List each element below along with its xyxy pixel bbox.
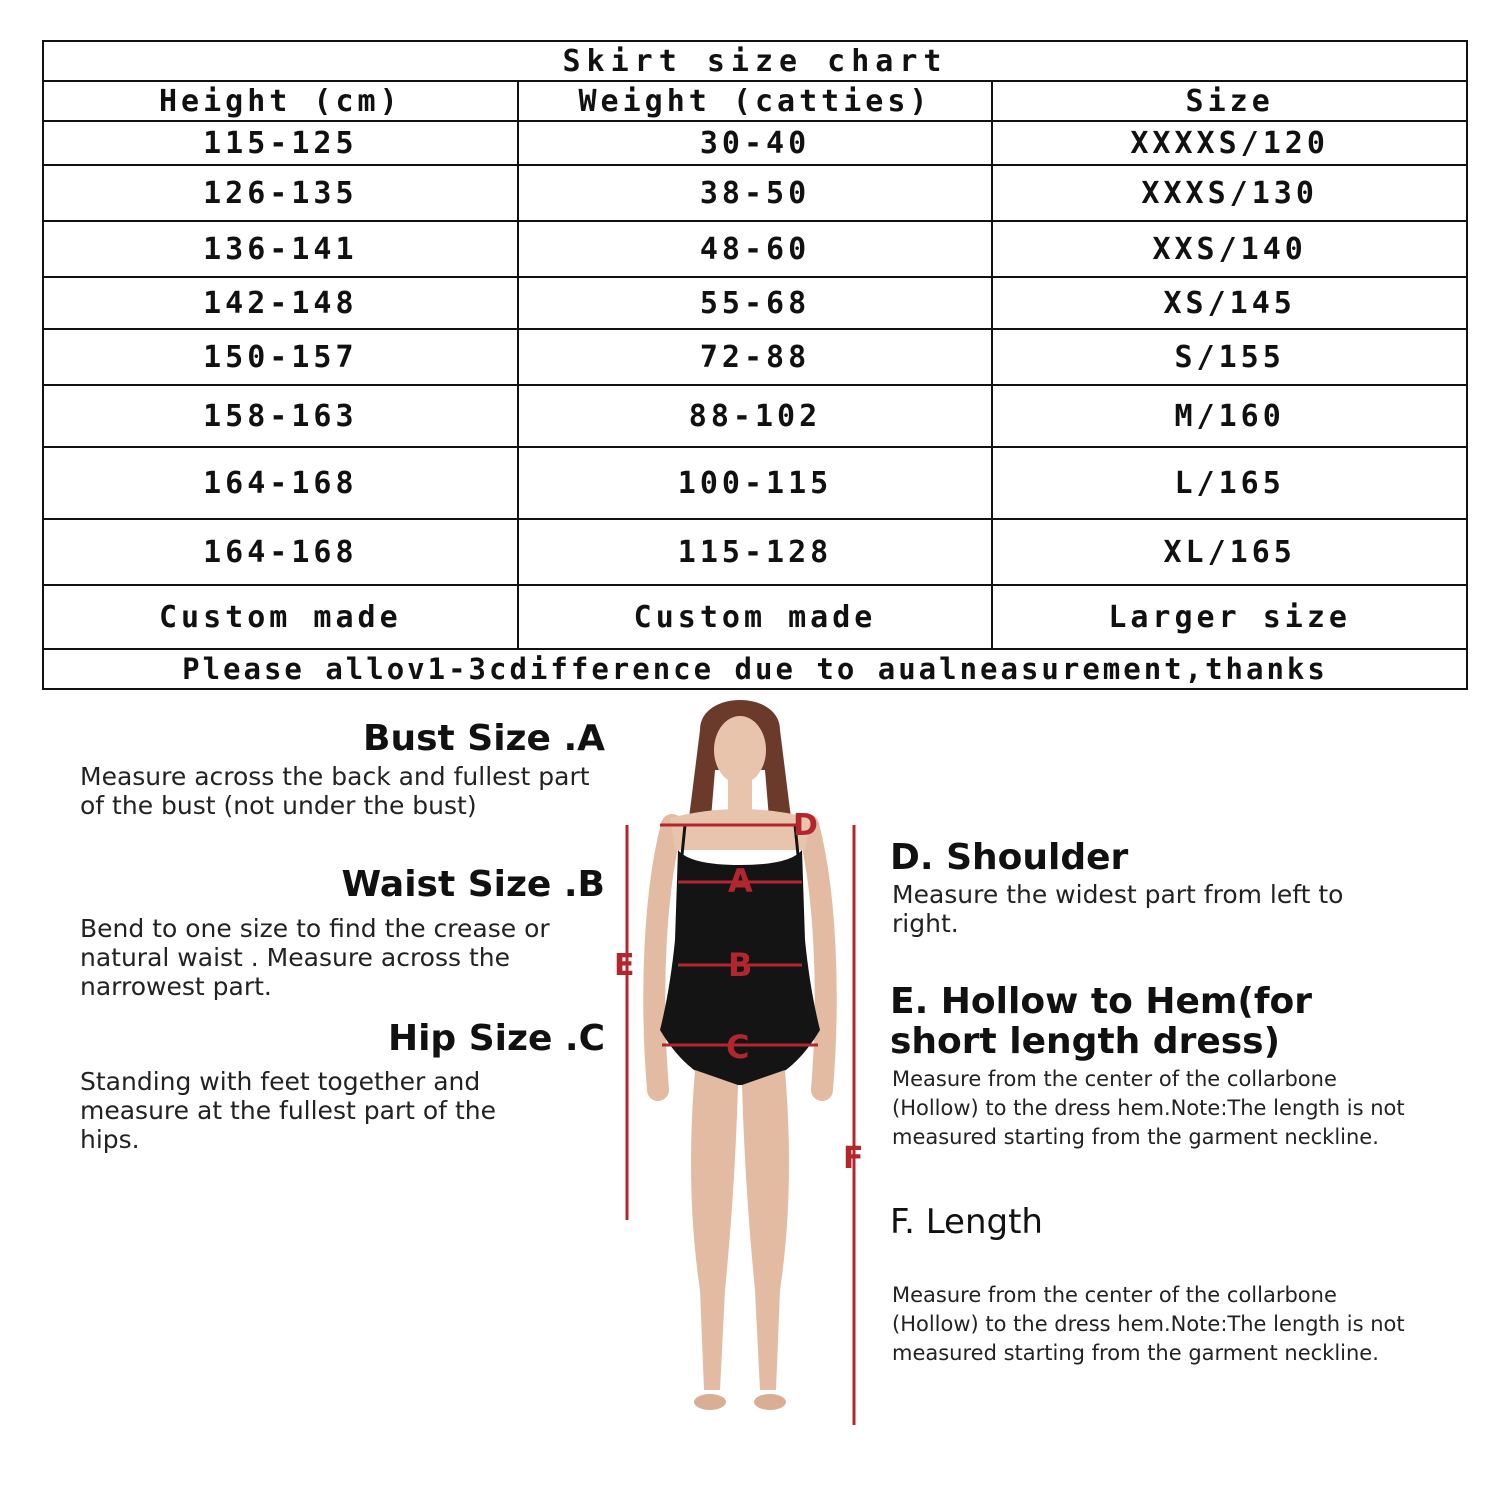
- marker-b: B: [728, 946, 753, 984]
- cell-weight: 38-50: [518, 165, 993, 221]
- table-row: [43, 447, 1467, 519]
- table-title: Skirt size chart: [43, 41, 1467, 81]
- cell-weight: 72-88: [518, 329, 993, 385]
- waist-size-desc: Bend to one size to find the crease or natural waist . Measure across the narrowest part.: [80, 914, 550, 1001]
- cell-size: XXXXS/120: [992, 121, 1467, 165]
- marker-e: E: [614, 948, 635, 983]
- marker-f: F: [843, 1141, 864, 1176]
- table-title-row: [43, 41, 1467, 81]
- table-note-row: [43, 649, 1467, 689]
- table-row: [43, 165, 1467, 221]
- cell-height: 126-135: [43, 165, 518, 221]
- cell-size: Larger size: [992, 585, 1467, 649]
- cell-weight: 55-68: [518, 277, 993, 329]
- cell-weight: 115-128: [518, 519, 993, 585]
- table-row: [43, 121, 1467, 165]
- marker-c: C: [726, 1028, 750, 1066]
- hip-size-title: Hip Size .C: [387, 1018, 605, 1059]
- cell-size: XXXS/130: [992, 165, 1467, 221]
- cell-weight: 48-60: [518, 221, 993, 277]
- cell-weight: 30-40: [518, 121, 993, 165]
- cell-size: M/160: [992, 385, 1467, 447]
- table-row: [43, 221, 1467, 277]
- table-row: [43, 329, 1467, 385]
- cell-height: 115-125: [43, 121, 518, 165]
- length-title: F. Length: [890, 1202, 1043, 1242]
- cell-size: L/165: [992, 447, 1467, 519]
- table-row: [43, 385, 1467, 447]
- table-row: [43, 519, 1467, 585]
- marker-d: D: [793, 808, 818, 843]
- cell-height: 164-168: [43, 519, 518, 585]
- cell-height: 150-157: [43, 329, 518, 385]
- cell-size: XXS/140: [992, 221, 1467, 277]
- header-height: Height (cm): [43, 81, 518, 121]
- header-weight: Weight (catties): [518, 81, 993, 121]
- waist-size-title: Waist Size .B: [341, 864, 605, 905]
- cell-height: 164-168: [43, 447, 518, 519]
- hip-size-desc: Standing with feet together and measure at the fullest part of the hips.: [80, 1067, 497, 1154]
- table-header-row: [43, 81, 1467, 121]
- bust-size-title: Bust Size .A: [363, 718, 605, 759]
- marker-a: A: [728, 862, 753, 900]
- cell-height: 136-141: [43, 221, 518, 277]
- header-size: Size: [992, 81, 1467, 121]
- table-row: [43, 585, 1467, 649]
- hollow-title-line2: short length dress): [890, 1021, 1281, 1062]
- cell-size: XS/145: [992, 277, 1467, 329]
- bust-size-desc: Measure across the back and fullest part of the bust (not under the bust): [80, 762, 590, 820]
- cell-weight: 88-102: [518, 385, 993, 447]
- size-chart-table: [42, 40, 1468, 690]
- length-desc: Measure from the center of the collarbone (Hollow) to the dress hem.Note:The length is not measured starting from the garment neckline.: [892, 1283, 1405, 1365]
- model-figure: [600, 690, 880, 1430]
- table-note: Please allov1-3cdifference due to aualneasurement,thanks: [43, 649, 1467, 689]
- hollow-desc: Measure from the center of the collarbone (Hollow) to the dress hem.Note:The length is not measured starting from the garment neckline.: [892, 1067, 1405, 1149]
- cell-size: XL/165: [992, 519, 1467, 585]
- cell-height: Custom made: [43, 585, 518, 649]
- table-row: [43, 277, 1467, 329]
- cell-size: S/155: [992, 329, 1467, 385]
- cell-height: 142-148: [43, 277, 518, 329]
- cell-height: 158-163: [43, 385, 518, 447]
- shoulder-desc: Measure the widest part from left to right.: [892, 880, 1344, 938]
- hollow-title-line1: E. Hollow to Hem(for: [890, 981, 1312, 1022]
- model-figure-icon: [600, 690, 880, 1430]
- shoulder-title: D. Shoulder: [890, 837, 1129, 878]
- cell-weight: 100-115: [518, 447, 993, 519]
- cell-weight: Custom made: [518, 585, 993, 649]
